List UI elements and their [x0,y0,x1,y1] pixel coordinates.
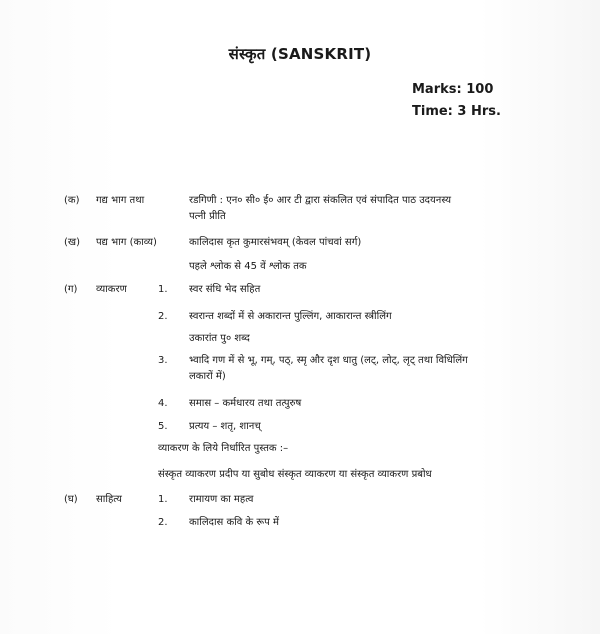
item-line: स्वर संधि भेद सहित [189,284,261,295]
item-number: 5. [158,421,168,432]
item-line: समास – कर्मधारय तथा तत्पुरुष [189,398,302,409]
item-number: 1. [158,494,168,505]
grammar-book-list: संस्कृत व्याकरण प्रदीप या सुबोध संस्कृत व्याकरण या संस्कृत व्याकरण प्रबोध [158,469,432,480]
section-name-padya: पद्य भाग (काव्य) [96,237,157,248]
section-line: रडगिणी : एन० सी० ई० आर टी द्वारा संकलित एवं संपादित पाठ उदयनस्य [189,195,452,206]
section-label-kha: (ख) [64,237,80,248]
item-line: प्रत्यय – शतृ, शानच् [189,421,261,432]
item-number: 2. [158,517,168,528]
item-number: 3. [158,355,168,366]
item-line: कालिदास कवि के रूप में [189,517,279,528]
item-line: उकारांत पु० शब्द [189,333,250,344]
item-number: 2. [158,311,168,322]
item-line: रामायण का महत्व [189,494,254,505]
item-line: भ्वादि गण में से भू, गम्, पठ्, स्मृ और दृश धातु (लट्, लोट्, लृट् तथा विधिलिंग [189,355,468,366]
section-label-ga: (ग) [64,284,78,295]
page-title: संस्कृत (SANSKRIT) [228,45,372,63]
section-line: कालिदास कृत कुमारसंभवम् (केवल पांचवां सर्ग) [189,237,362,248]
item-number: 4. [158,398,168,409]
section-name-sahitya: साहित्य [96,494,122,505]
section-label-gha: (घ) [64,494,78,505]
section-line: पहले श्लोक से 45 वें श्लोक तक [189,261,307,272]
section-name-vyakaran: व्याकरण [96,284,127,295]
item-number: 1. [158,284,168,295]
marks-label: Marks: 100 [412,82,494,97]
item-line: स्वरान्त शब्दों में से अकारान्त पुल्लिंग, आकारान्त स्त्रीलिंग [189,311,392,322]
section-line: पत्नी प्रीति [189,211,226,222]
section-name-gadya: गद्य भाग तथा [96,195,145,206]
time-label: Time: 3 Hrs. [412,104,501,119]
item-line: लकारों में) [189,371,226,382]
section-label-ka: (क) [64,195,80,206]
grammar-book-heading: व्याकरण के लिये निर्धारित पुस्तक :– [158,443,289,454]
